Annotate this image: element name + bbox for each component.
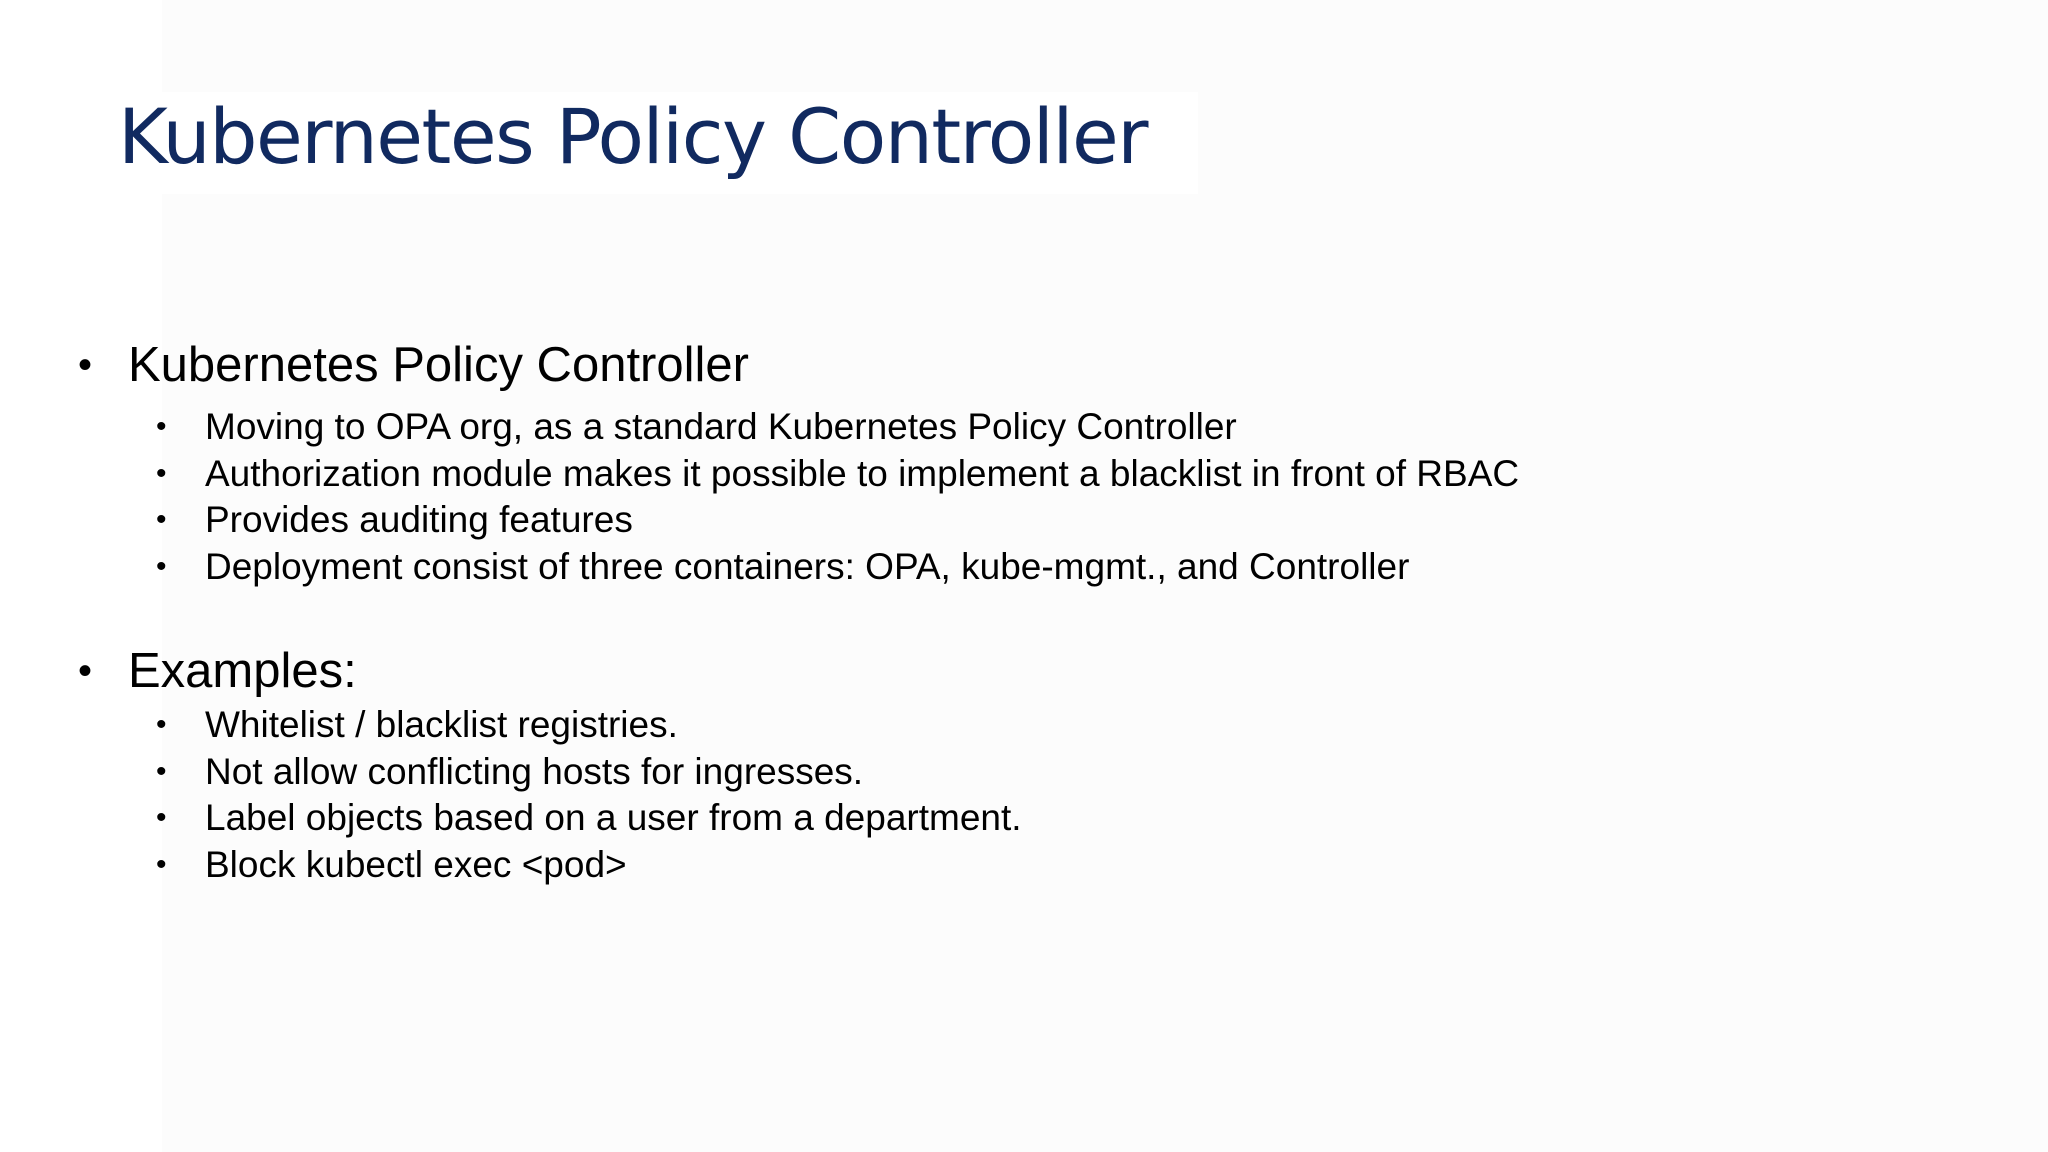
sub-bullet-item xyxy=(0,749,1022,796)
sub-bullet-text: Label objects based on a user from a department. xyxy=(205,797,1022,838)
bullet-level-1 xyxy=(0,636,1022,706)
sub-bullet-item xyxy=(0,544,1519,591)
bullet-dot-icon: • xyxy=(156,754,167,788)
sub-bullet-item xyxy=(0,842,1022,889)
sub-bullet-item xyxy=(0,451,1519,498)
slide-title: Kubernetes Policy Controller xyxy=(118,92,1147,181)
bullet-dot-icon: • xyxy=(156,410,167,443)
sub-bullet-item xyxy=(0,795,1022,842)
section-heading: Kubernetes Policy Controller xyxy=(128,338,749,392)
sub-bullet-text: Not allow conflicting hosts for ingresses. xyxy=(205,750,864,792)
bullet-dot-icon: • xyxy=(78,649,93,693)
sub-bullet-item xyxy=(0,404,1519,451)
sub-bullet-list xyxy=(0,404,1519,590)
bullet-section-examples xyxy=(0,636,1022,888)
sub-bullet-text: Whitelist / blacklist registries. xyxy=(205,704,678,745)
bullet-dot-icon: • xyxy=(156,549,167,583)
sub-bullet-text: Block kubectl exec <pod> xyxy=(205,843,627,885)
bullet-dot-icon: • xyxy=(156,503,167,536)
bullet-dot-icon: • xyxy=(156,801,167,834)
sub-bullet-item xyxy=(0,497,1519,544)
sub-bullet-text: Authorization module makes it possible to implement a blacklist in front of RBAC xyxy=(205,452,1520,494)
bullet-section-policy-controller xyxy=(0,330,1519,590)
sub-bullet-text: Provides auditing features xyxy=(205,499,633,540)
sub-bullet-list xyxy=(0,702,1022,888)
bullet-dot-icon: • xyxy=(156,456,167,490)
bullet-dot-icon: • xyxy=(156,847,167,881)
bullet-dot-icon: • xyxy=(78,343,93,387)
section-heading: Examples: xyxy=(128,644,357,698)
sub-bullet-text: Deployment consist of three containers: OPA, kube-mgmt., and Controller xyxy=(205,545,1410,587)
bullet-dot-icon: • xyxy=(156,708,167,741)
sub-bullet-item xyxy=(0,702,1022,749)
bullet-level-1 xyxy=(0,330,1519,400)
sub-bullet-text: Moving to OPA org, as a standard Kubernetes Policy Controller xyxy=(205,406,1237,447)
